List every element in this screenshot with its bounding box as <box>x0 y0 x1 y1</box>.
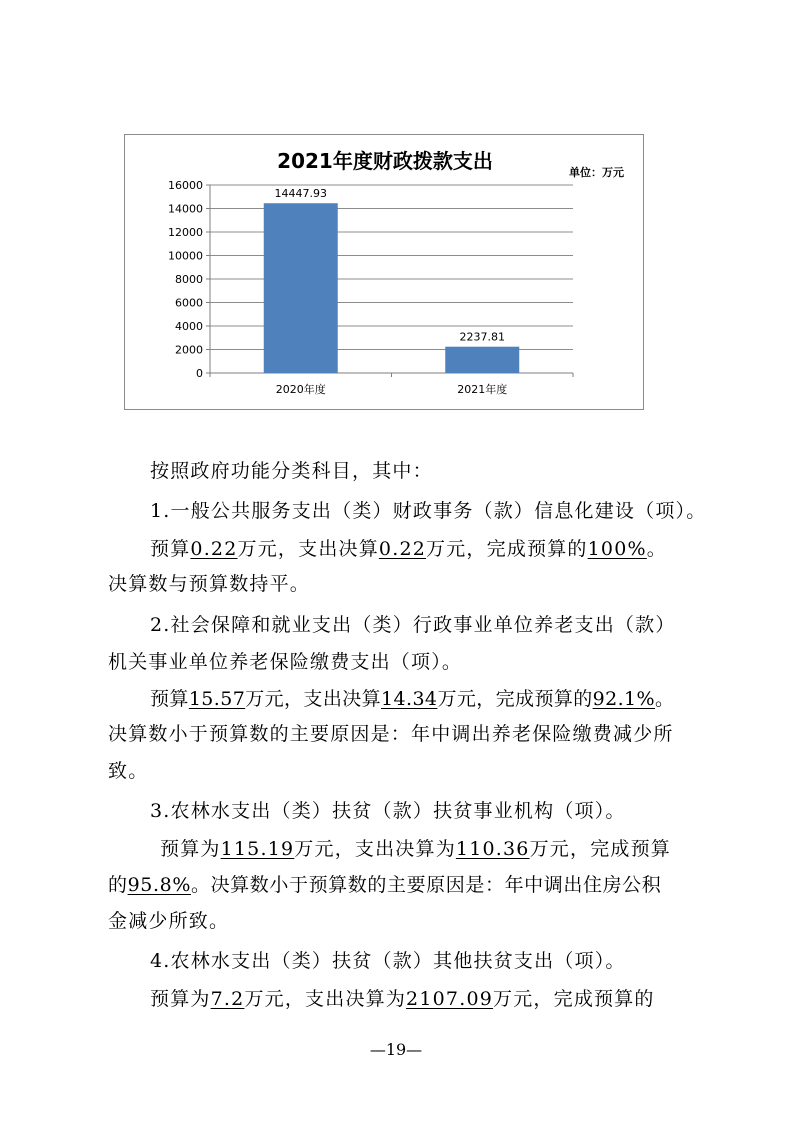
intro-paragraph <box>150 460 433 482</box>
y-tick-label: 6000 <box>175 296 203 310</box>
expenditure-chart <box>124 134 644 410</box>
bar-value-label: 2237.81 <box>459 330 505 344</box>
y-tick-label: 4000 <box>175 320 203 333</box>
item4-label-rate: 万元，完成预算的 <box>493 988 655 1010</box>
item2-budget-value: 15.57 <box>188 688 246 710</box>
item4-actual-value: 2107.09 <box>406 988 494 1010</box>
y-tick-label: 0 <box>196 367 203 380</box>
item4-budget-value: 7.2 <box>210 988 245 1010</box>
item3-label-of: 的 <box>108 874 128 896</box>
y-tick-label: 8000 <box>175 273 203 286</box>
item2-label-rate: 万元，完成预算的 <box>437 688 593 710</box>
item3-note-2 <box>108 910 229 932</box>
item2-note2-text: 致。 <box>108 760 149 782</box>
item4-budget-line <box>150 988 655 1010</box>
item4-heading <box>150 950 626 972</box>
item3-budget-value: 115.19 <box>220 838 295 860</box>
chart-svg <box>125 135 645 411</box>
item2-label-budget: 预算 <box>150 688 189 710</box>
item2-heading2-text: 机关事业单位养老保险缴费支出（项）。 <box>108 651 463 673</box>
item4-heading-text: 4.农林水支出（类）扶贫（款）其他扶贫支出（项）。 <box>150 950 626 972</box>
item1-note <box>108 573 310 595</box>
item4-label-actual: 万元，支出决算为 <box>244 988 407 1010</box>
y-tick-label: 2000 <box>175 343 203 357</box>
intro-text: 按照政府功能分类科目，其中： <box>150 460 433 482</box>
item2-budget-line <box>150 688 674 710</box>
item2-note1-text: 决算数小于预算数的主要原因是：年中调出养老保险缴费减少所 <box>108 723 674 745</box>
item3-budget-line <box>160 838 671 860</box>
item2-end-punct: 。 <box>655 688 675 710</box>
item1-note-text: 决算数与预算数持平。 <box>108 573 311 595</box>
y-tick-label: 12000 <box>168 226 203 239</box>
item2-heading-2 <box>108 651 462 673</box>
item1-heading <box>150 500 706 522</box>
item2-label-actual: 万元，支出决算 <box>245 688 382 710</box>
item1-actual-value: 0.22 <box>378 538 427 560</box>
item3-rate-value: 95.8% <box>127 874 191 896</box>
bar-1 <box>264 203 338 373</box>
item3-note1-text: 。决算数小于预算数的主要原因是：年中调出住房公积 <box>190 874 662 896</box>
item3-label-rate: 万元，完成预算 <box>529 838 671 860</box>
item2-note-2 <box>108 760 148 782</box>
item2-note-1 <box>108 723 674 745</box>
page-number: —19— <box>369 1040 423 1059</box>
bar-2 <box>445 347 519 373</box>
item1-end-punct: 。 <box>646 538 667 560</box>
item3-label-budget: 预算为 <box>160 838 221 860</box>
y-tick-label: 10000 <box>168 249 203 263</box>
item1-heading-text: 1.一般公共服务支出（类）财政事务（款）信息化建设（项）。 <box>150 500 707 522</box>
chart-title: 2021年度财政拨款支出 <box>277 149 493 173</box>
x-tick-label: 2020年度 <box>275 383 326 396</box>
y-tick-label: 14000 <box>168 202 203 216</box>
item3-label-actual: 万元，支出决算为 <box>294 838 456 860</box>
item3-heading-text: 3.农林水支出（类）扶贫（款）扶贫事业机构（项）。 <box>150 800 626 822</box>
item2-heading1-text: 2.社会保障和就业支出（类）行政事业单位养老支出（款） <box>150 614 676 636</box>
item3-note2-text: 金减少所致。 <box>108 910 230 932</box>
item1-budget-line <box>150 538 667 560</box>
bar-value-label: 14447.93 <box>274 187 327 201</box>
item1-rate-value: 100% <box>587 538 647 560</box>
item3-actual-value: 110.36 <box>455 838 530 860</box>
item1-label-budget: 预算 <box>150 538 191 560</box>
y-tick-label: 16000 <box>168 179 203 192</box>
item2-actual-value: 14.34 <box>381 688 438 710</box>
item3-heading <box>150 800 626 822</box>
item4-label-budget: 预算为 <box>150 988 211 1010</box>
item1-label-rate: 万元，完成预算的 <box>426 538 588 560</box>
x-tick-label: 2021年度 <box>457 383 508 396</box>
item3-note-1 <box>108 874 661 896</box>
item2-rate-value: 92.1% <box>592 688 655 710</box>
item1-budget-value: 0.22 <box>190 538 238 560</box>
chart-unit-label: 单位：万元 <box>569 166 624 179</box>
item2-heading-1 <box>150 614 676 636</box>
item1-label-actual: 万元，支出决算 <box>237 538 379 560</box>
